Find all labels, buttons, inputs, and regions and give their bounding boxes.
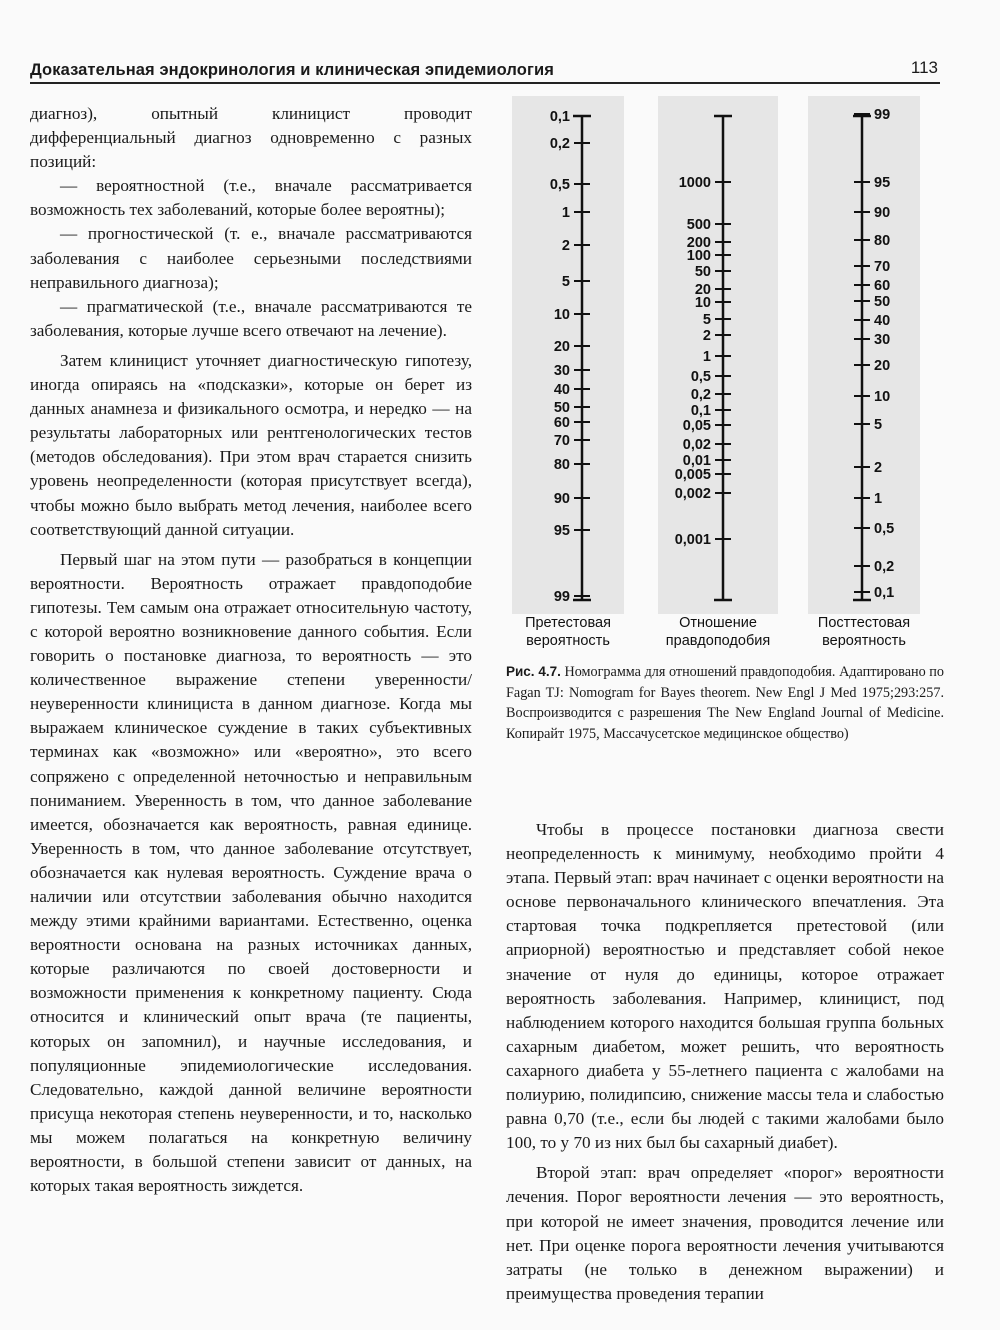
- posttest-tick-label: 0,2: [874, 559, 895, 575]
- pretest-label-line1: Претестовая: [525, 615, 611, 631]
- right-column: [506, 818, 944, 1306]
- posttest-tick-label: 70: [874, 259, 891, 275]
- likelihood-tick-label: 0,02: [682, 437, 711, 453]
- posttest-tick-label: 5: [874, 417, 883, 433]
- posttest-tick-label: 40: [874, 313, 891, 329]
- likelihood-tick-label: 0,001: [674, 532, 711, 548]
- likelihood-tick-label: 0,01: [682, 453, 711, 469]
- pretest-label-line2: вероятность: [526, 633, 610, 649]
- running-header: [30, 56, 940, 84]
- paragraph: Чтобы в процессе постановки диагноза свести неопределенность к минимуму, необходимо пройти 4 этапа. Первый этап: врач начинает с оценки вероятности на основе первоначального клинического впечатления. Эта стартовая точка подкрепляется претестовой (или априорной) вероятностью и представляет собой некое значение от нуля до единицы, которое отражает вероятность заболевания. Например, клиницист, под наблюдением которого находится большая группа больных сахарным диабетом, может решить, что вероятность сахарного диабета у 55-летнего пациента с жалобами на полиурию, полидипсию, снижение массы тела и слабостью равна 0,70 (т.е., если бы людей с такими жалобами было 100, то у 70 из них был бы сахарный диабет).: [506, 820, 944, 1153]
- likelihood-label-line1: Отношение: [679, 615, 757, 631]
- posttest-tick-label: 60: [874, 278, 891, 294]
- pretest-tick-label: 80: [553, 457, 570, 473]
- scale-panel-3: [808, 96, 920, 614]
- page-number: 113: [910, 58, 938, 77]
- likelihood-tick-label: 100: [686, 248, 711, 264]
- pretest-tick-label: 20: [553, 339, 570, 355]
- pretest-tick-label: 40: [553, 382, 570, 398]
- likelihood-tick-label: 1: [702, 349, 711, 365]
- pretest-tick-label: 1: [561, 205, 570, 221]
- posttest-tick-label: 95: [874, 175, 891, 191]
- posttest-tick-label: 90: [874, 205, 891, 221]
- pretest-tick-label: 70: [553, 433, 570, 449]
- nomogram-svg: [510, 94, 940, 654]
- pretest-tick-label: 5: [561, 274, 570, 290]
- pretest-tick-label: 90: [553, 491, 570, 507]
- list-item-prognostic: — прогностической (т. е., вначале рассматриваются заболевания с наиболее серьезными последствиями неправильного диагноза);: [30, 224, 472, 292]
- likelihood-tick-label: 500: [686, 217, 711, 233]
- list-item-probabilistic: — вероятностной (т.е., вначале рассматривается возможность тех заболеваний, которые более вероятны);: [30, 176, 472, 220]
- figure-caption: [506, 662, 944, 744]
- pretest-tick-label: 50: [553, 400, 570, 416]
- left-column: [30, 102, 472, 1198]
- posttest-tick-label: 50: [874, 294, 891, 310]
- caption-text: Номограмма для отношений правдоподобия. Адаптировано по Fagan TJ: Nomogram for Bayes theorem. New Engl J Med 1975;293:257. Воспроизводится с разрешения The New England Journal of Medicine. Копирайт 1975, Массачусетское медицинское общество): [506, 664, 944, 742]
- likelihood-tick-label: 0,1: [690, 403, 711, 419]
- pretest-tick-label: 99: [553, 589, 570, 605]
- likelihood-tick-label: 10: [694, 295, 711, 311]
- pretest-tick-label: 30: [553, 363, 570, 379]
- pretest-tick-label: 95: [553, 523, 570, 539]
- caption-label: Рис. 4.7.: [506, 664, 561, 679]
- posttest-tick-label: 0,1: [874, 585, 895, 601]
- pretest-tick-label: 0,5: [549, 177, 570, 193]
- running-title: Доказательная эндокринология и клиническая эпидемиология: [30, 61, 554, 79]
- nomogram-figure: [510, 94, 940, 654]
- likelihood-tick-label: 1000: [678, 175, 711, 191]
- likelihood-tick-label: 20: [694, 282, 711, 298]
- pretest-tick-label: 0,2: [549, 136, 570, 152]
- posttest-label-line2: вероятность: [822, 633, 906, 649]
- posttest-tick-label: 99: [874, 107, 891, 123]
- likelihood-tick-label: 2: [702, 328, 711, 344]
- paragraph: Затем клиницист уточняет диагностическую гипотезу, иногда опираясь на «подсказки», которые он берет из данных анамнеза и физикального осмотра, и нередко — на результаты лабораторных или рентгенологических тестов (методов обследования). При этом врач старается снизить уровень неопределенности (которая присутствует всегда), чтобы можно было выбрать метод лечения, наиболее всего соответствующий данной ситуации.: [30, 350, 472, 539]
- posttest-tick-label: 30: [874, 332, 891, 348]
- pretest-tick-label: 10: [553, 307, 570, 323]
- paragraph: Первый шаг на этом пути — разобраться в концепции вероятности. Вероятность отражает правдоподобие гипотезы. Тем самым она отражает относительную частоту, с которой вероятно возникновение данного события. Если говорить о постановке диагноза, то вероятность — это количественное выражение степени уверенности/неуверенности клинициста в данном диагнозе. Когда мы выражаем клиническое суждение в таких субъективных терминах как «возможно» или «вероятно», это всего сопряжено с определенной неточностью и неправильным пониманием. Уверенность в том, что данное заболевание имеется, обозначается как вероятность, равная единице. Уверенность в том, что данное заболевание отсутствует, обозначается как нулевая вероятность. Суждение врача о наличии или отсутствии заболевания обычно находится между этими крайними вариантами. Естественно, оценка вероятности основана на разных источниках данных, которые различаются по своей достоверности и возможности применения к конкретному пациенту. Сюда относится и клинический опыт врача (те пациенты, которых он запомнил), и научные исследования, и популяционные эпидемиологические исследования. Следовательно, каждой данной величине вероятности присуща некоторая степень неуверенности, и то, насколько мы можем полагаться на конкретную величину вероятности, в большой степени зависит от данных, на которых такая вероятность зиждется.: [30, 549, 472, 1196]
- likelihood-tick-label: 5: [702, 312, 711, 328]
- posttest-label-line1: Посттестовая: [817, 615, 911, 631]
- likelihood-tick-label: 0,002: [674, 486, 711, 502]
- posttest-tick-label: 20: [874, 358, 891, 374]
- paragraph: Второй этап: врач определяет «порог» вероятности лечения. Порог вероятности лечения — это вероятность, при которой не имеет значения, проводится лечение или нет. При оценке порога вероятности лечения учитываются затраты (не только в денежном выражении) и преимущества проведения терапии: [506, 1163, 944, 1303]
- list-item-pragmatic: — прагматической (т.е., вначале рассматриваются те заболевания, которые лучше всего отвечают на лечение).: [30, 296, 472, 340]
- likelihood-tick-label: 50: [694, 264, 711, 280]
- paragraph: диагноз), опытный клиницист проводит дифференциальный диагноз одновременно с разных позиций:: [30, 104, 472, 172]
- likelihood-tick-label: 0,2: [690, 387, 711, 403]
- likelihood-tick-label: 0,5: [690, 369, 711, 385]
- pretest-tick-label: 60: [553, 415, 570, 431]
- posttest-tick-label: 80: [874, 233, 891, 249]
- likelihood-tick-label: 0,05: [682, 418, 711, 434]
- likelihood-tick-label: 200: [686, 235, 711, 251]
- pretest-tick-label: 0,1: [549, 109, 570, 125]
- pretest-tick-label: 2: [561, 238, 570, 254]
- posttest-tick-label: 0,5: [874, 521, 895, 537]
- posttest-tick-label: 1: [874, 491, 883, 507]
- likelihood-tick-label: 0,005: [674, 467, 711, 483]
- posttest-tick-label: 10: [874, 389, 891, 405]
- likelihood-label-line2: правдоподобия: [665, 633, 771, 649]
- posttest-tick-label: 2: [874, 460, 883, 476]
